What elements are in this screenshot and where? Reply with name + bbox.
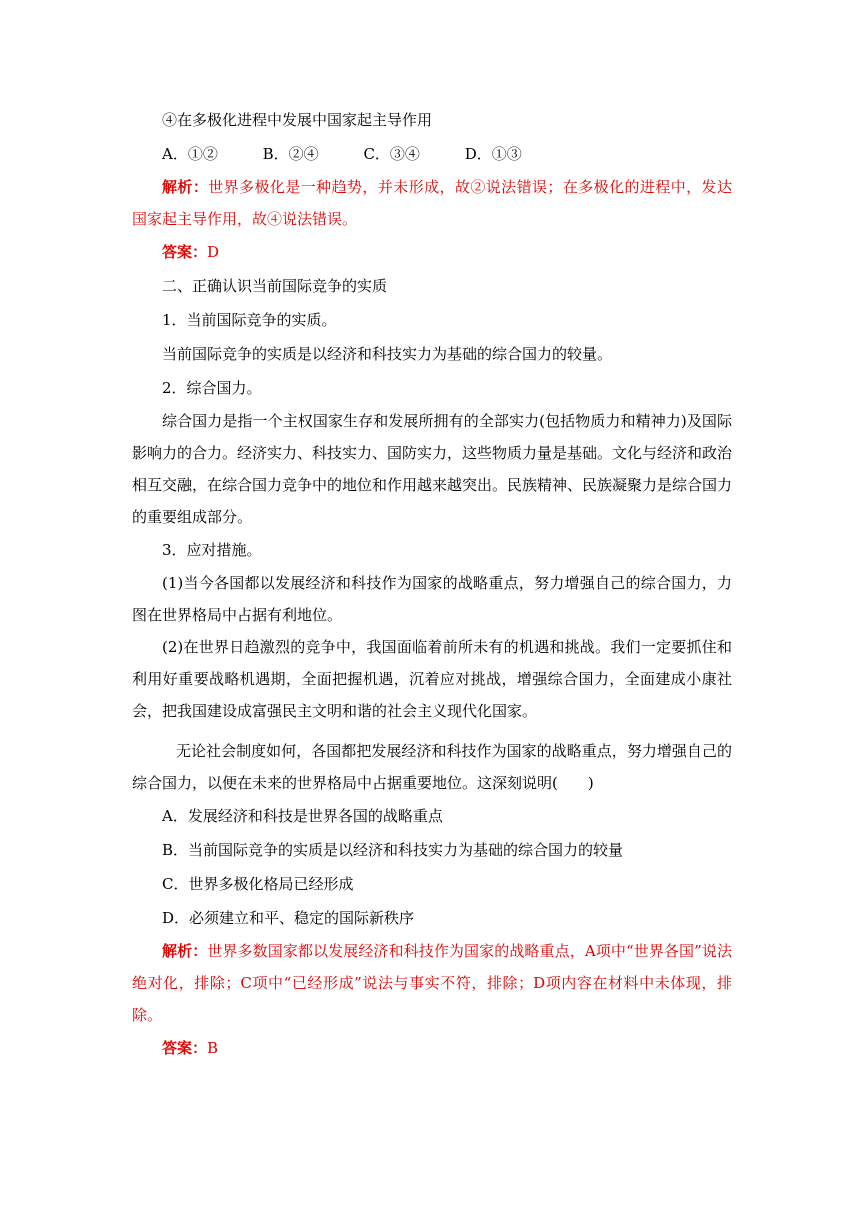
analysis-text: 世界多数国家都以发展经济和科技作为国家的战略重点，A项中“世界各国”说法绝对化，排除；C项中“已经形成”说法与事实不符，排除；D项内容在材料中未体现，排除。 [132,942,732,1024]
options-row [132,137,732,171]
question-option-a: A．发展经济和科技是世界各国的战略重点 [162,807,443,825]
analysis-text: 世界多极化是一种趋势，并未形成，故②说法错误；在多极化的进程中，发达国家起主导作用，故④说法错误。 [132,178,732,228]
point-1-body: 当前国际竞争的实质是以经济和科技实力为基础的综合国力的较量。 [162,345,613,363]
option-item-4: ④在多极化进程中发展中国家起主导作用 [162,111,433,129]
option-c: C．③④ [363,145,420,163]
option-b: B．②④ [262,145,319,163]
answer-value: D [207,243,220,261]
analysis-label: 解析： [162,178,209,196]
document-page [132,103,732,1065]
answer-line-2 [132,1031,732,1065]
analysis-paragraph-1 [132,171,732,235]
point-2-body: 综合国力是指一个主权国家生存和发展所拥有的全部实力(包括物质力和精神力)及国际影响力的合力。经济实力、科技实力、国防实力，这些物质力量是基础。文化与经济和政治相互交融，在综合国力竞争中的地位和作用越来越突出。民族精神、民族凝聚力是综合国力的重要组成部分。 [132,412,733,526]
analysis-paragraph-2 [132,935,732,1031]
point-3-title: 3．应对措施。 [162,541,262,559]
answer-value: B [207,1039,219,1057]
question-option-d: D．必须建立和平、稳定的国际新秩序 [162,909,415,927]
question-option-b: B．当前国际竞争的实质是以经济和科技实力为基础的综合国力的较量 [162,841,624,859]
analysis-label: 解析： [162,942,208,960]
point-2-title: 2．综合国力。 [162,379,262,397]
answer-label: 答案： [162,1039,208,1057]
section-heading: 二、正确认识当前国际竞争的实质 [162,277,388,295]
point-3-item-1: (1)当今各国都以发展经济和科技作为国家的战略重点，努力增强自己的综合国力，力图在世界格局中占据有利地位。 [132,574,732,624]
question-option-c: C．世界多极化格局已经形成 [162,875,354,893]
option-a: A．①② [162,145,218,163]
point-3-item-2: (2)在世界日趋激烈的竞争中，我国面临着前所未有的机遇和挑战。我们一定要抓住和利用好重要战略机遇期，全面把握机遇，沉着应对挑战，增强综合国力，全面建成小康社会，把我国建设成富强民主文明和谐的社会主义现代化国家。 [132,638,732,720]
question-stem: 无论社会制度如何，各国都把发展经济和科技作为国家的战略重点，努力增强自己的综合国力，以便在未来的世界格局中占据重要地位。这深刻说明( ) [132,742,732,792]
point-1-title: 1．当前国际竞争的实质。 [162,311,337,329]
option-d: D．①③ [464,145,522,163]
answer-label: 答案： [162,243,208,261]
answer-line-1 [132,235,732,269]
